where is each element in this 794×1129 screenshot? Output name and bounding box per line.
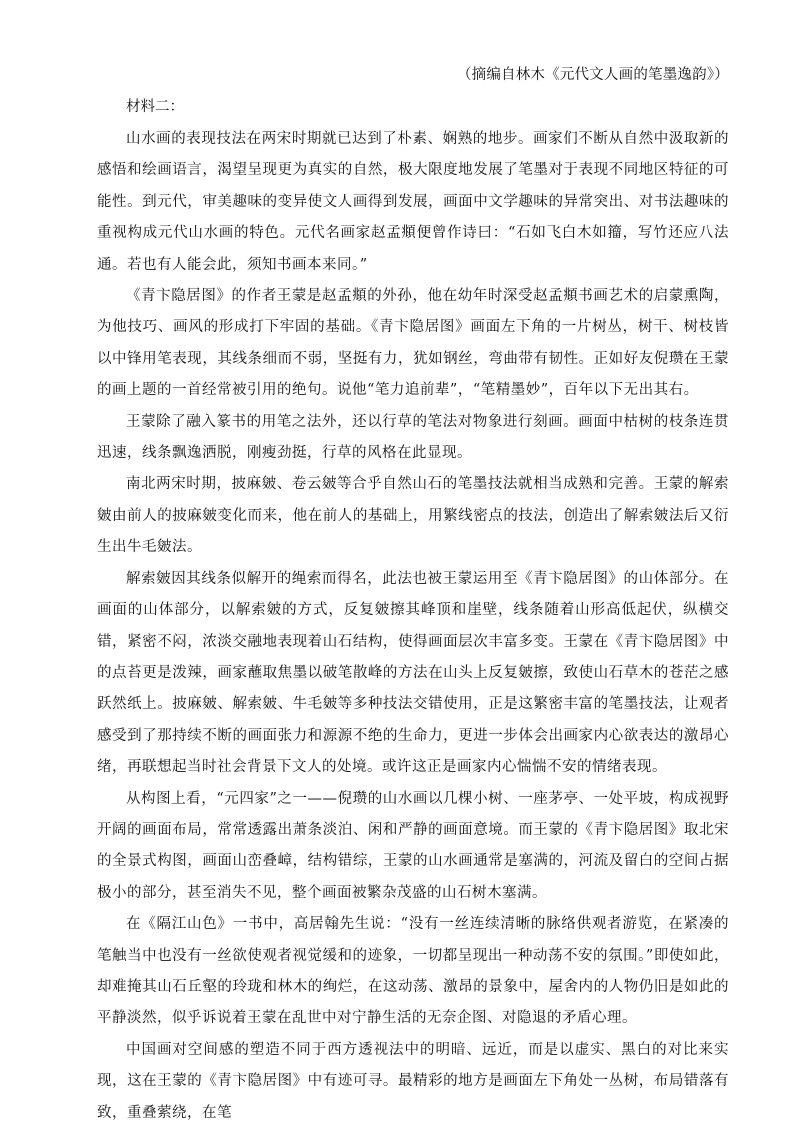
paragraph: 山水画的表现技法在两宋时期就已达到了朴素、娴熟的地步。画家们不断从自然中汲取新的感悟和绘画语言，渴望呈现更为真实的自然，极大限度地发展了笔墨对于表现不同地区特征的可能性。到元代，审美趣味的变异使文人画得到发展，画面中文学趣味的异常突出、对书法趣味的重视构成元代山水画的特色。元代名画家赵孟頫便曾作诗曰：“石如飞白木如籀，写竹还应八法通。若也有人能会此，须知书画本来同。” bbox=[97, 131, 729, 273]
source-citation: （摘编自林木《元代文人画的笔墨逸韵》） bbox=[456, 67, 729, 83]
paragraph: 《青卞隐居图》的作者王蒙是赵孟頫的外孙，他在幼年时深受赵孟頫书画艺术的启蒙熏陶，为他技巧、画风的形成打下牢固的基础。《青卞隐居图》画面左下角的一片树丛，树干、树枝皆以中锋用笔表现，其线条细而不弱，坚挺有力，犹如钢丝，弯曲带有韧性。正如好友倪瓒在王蒙的画上题的一首经常被引用的绝句。说他“笔力追前辈”，“笔精墨妙”，百年以下无出其右。 bbox=[97, 288, 729, 399]
document-page bbox=[97, 62, 729, 1129]
paragraph: 解索皴因其线条似解开的绳索而得名，此法也被王蒙运用至《青卞隐居图》的山体部分。在画面的山体部分，以解索皴的方式，反复皴擦其峰顶和崖壁，线条随着山形高低起伏，纵横交错，紧密不闷，浓淡交融地表现着山石结构，使得画面层次丰富多变。王蒙在《青卞隐居图》中的点苔更是泼辣，画家蘸取焦墨以破笔散峰的方法在山头上反复皴擦，致使山石草木的苍茫之感跃然纸上。披麻皴、解索皴、牛毛皴等多种技法交错使用，正是这繁密丰富的笔墨技法，让观者感受到了那持续不断的画面张力和源源不绝的生命力，更进一步体会出画家内心欲表达的激昂心绪，再联想起当时社会背景下文人的处境。或许这正是画家内心惴惴不安的情绪表现。 bbox=[97, 570, 729, 776]
paragraph: 中国画对空间感的塑造不同于西方透视法中的明暗、远近，而是以虚实、黑白的对比来实现，这在王蒙的《青卞隐居图》中有迹可寻。最精彩的地方是画面左下角处一丛树，布局错落有致，重叠萦绕，在笔 bbox=[97, 1041, 729, 1121]
paragraph: 南北两宋时期，披麻皴、卷云皴等合乎自然山石的笔墨技法就相当成熟和完善。王蒙的解索皴由前人的披麻皴变化而来，他在前人的基础上，用繁线密点的技法，创造出了解索皴法后又衍生出牛毛皴法。 bbox=[97, 476, 729, 556]
paragraph: 在《隔江山色》一书中，高居翰先生说：“没有一丝连续清晰的脉络供观者游览，在紧凑的笔触当中也没有一丝欲使观者视觉缓和的迹象，一切都呈现出一种动荡不安的氛围。”即使如此，却难掩其山石丘壑的玲珑和林木的绚烂，在这动荡、激昂的景象中，屋舍内的人物仍旧是如此的平静淡然，似乎诉说着王蒙在乱世中对宁静生活的无奈企图、对隐退的矛盾心理。 bbox=[97, 916, 729, 1027]
paragraph: 王蒙除了融入篆书的用笔之法外，还以行草的笔法对物象进行刻画。画面中枯树的枝条连贯迅速，线条飘逸洒脱，刚瘦劲挺，行草的风格在此显现。 bbox=[97, 413, 729, 462]
paragraph: 从构图上看，“元四家”之一——倪瓒的山水画以几棵小树、一座茅亭、一处平坡，构成视野开阔的画面布局，常常透露出萧条淡泊、闲和严静的画面意境。而王蒙的《青卞隐居图》取北宋的全景式构图，画面山峦叠嶂，结构错综，王蒙的山水画通常是塞满的，河流及留白的空间占据极小的部分，甚至消失不见，整个画面被繁杂茂盛的山石树木塞满。 bbox=[97, 790, 729, 901]
section-label: 材料二： bbox=[126, 99, 184, 115]
